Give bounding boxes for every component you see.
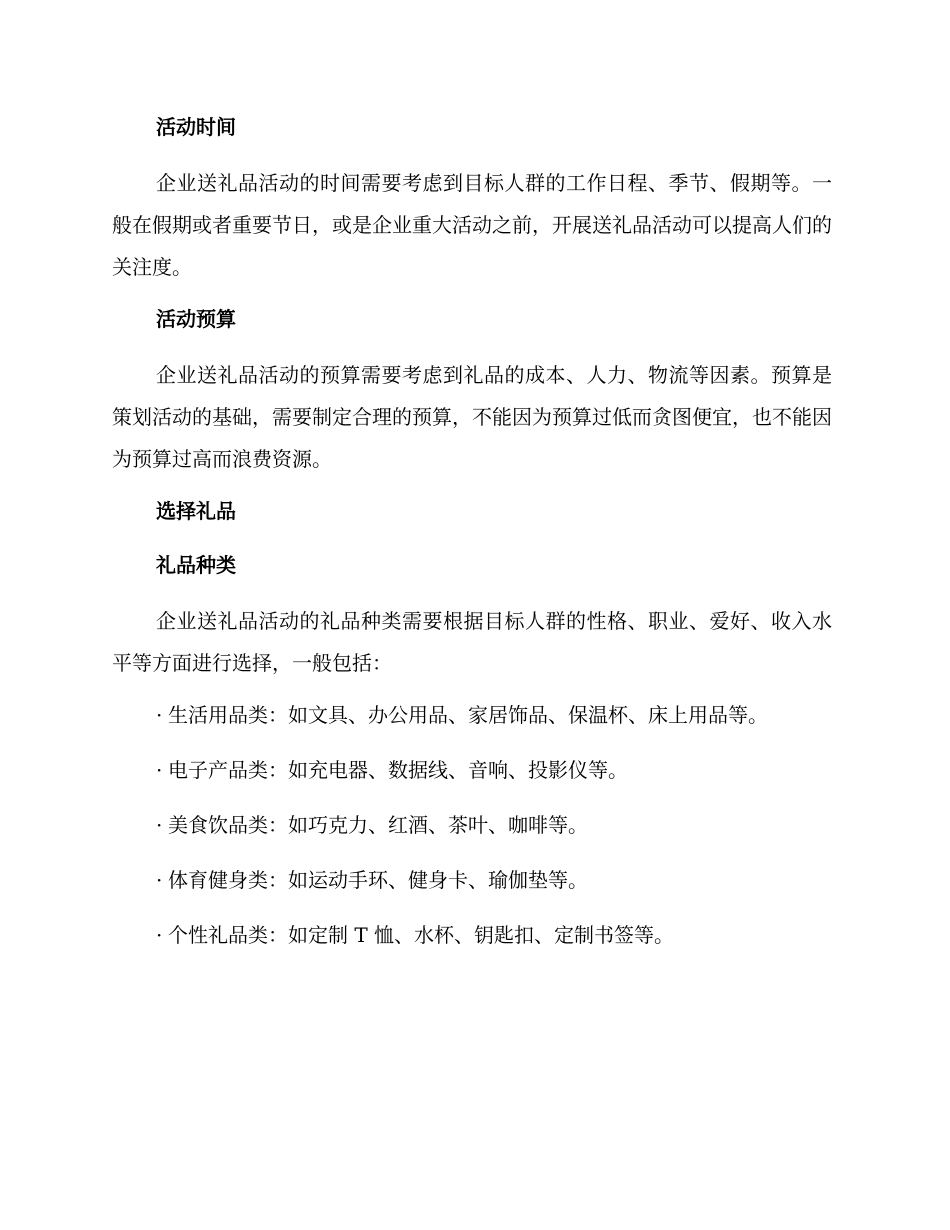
list-item	[112, 751, 832, 789]
list-item-text: 个性礼品类：如定制 T 恤、水杯、钥匙扣、定制书签等。	[168, 923, 675, 947]
section-heading-activity-time: 活动时间	[156, 115, 236, 139]
section-paragraph-gift-types: 企业送礼品活动的礼品种类需要根据目标人群的性格、职业、爱好、收入水平等方面进行选择，一般包括：	[112, 609, 832, 675]
section-paragraph-activity-time: 企业送礼品活动的时间需要考虑到目标人群的工作日程、季节、假期等。一般在假期或者重要节日，或是企业重大活动之前，开展送礼品活动可以提高人们的关注度。	[112, 171, 832, 279]
bullet-glyph: ·	[156, 703, 163, 727]
list-item	[112, 916, 832, 954]
section-heading-gift-types: 礼品种类	[156, 553, 236, 577]
bullet-glyph: ·	[156, 813, 163, 837]
list-item-text: 生活用品类：如文具、办公用品、家居饰品、保温杯、床上用品等。	[168, 703, 768, 727]
gift-type-list	[112, 696, 832, 954]
list-item-text: 美食饮品类：如巧克力、红酒、茶叶、咖啡等。	[168, 813, 588, 837]
list-item	[112, 861, 832, 899]
section-heading-activity-budget: 活动预算	[156, 307, 236, 331]
bullet-glyph: ·	[156, 758, 163, 782]
list-item	[112, 696, 832, 734]
bullet-glyph: ·	[156, 923, 163, 947]
section-paragraph-activity-budget: 企业送礼品活动的预算需要考虑到礼品的成本、人力、物流等因素。预算是策划活动的基础，需要制定合理的预算，不能因为预算过低而贪图便宜，也不能因为预算过高而浪费资源。	[112, 363, 832, 471]
document-page	[112, 108, 832, 971]
list-item-text: 体育健身类：如运动手环、健身卡、瑜伽垫等。	[168, 868, 588, 892]
section-heading-choose-gift: 选择礼品	[156, 499, 236, 523]
list-item-text: 电子产品类：如充电器、数据线、音响、投影仪等。	[168, 758, 628, 782]
bullet-glyph: ·	[156, 868, 163, 892]
list-item	[112, 806, 832, 844]
